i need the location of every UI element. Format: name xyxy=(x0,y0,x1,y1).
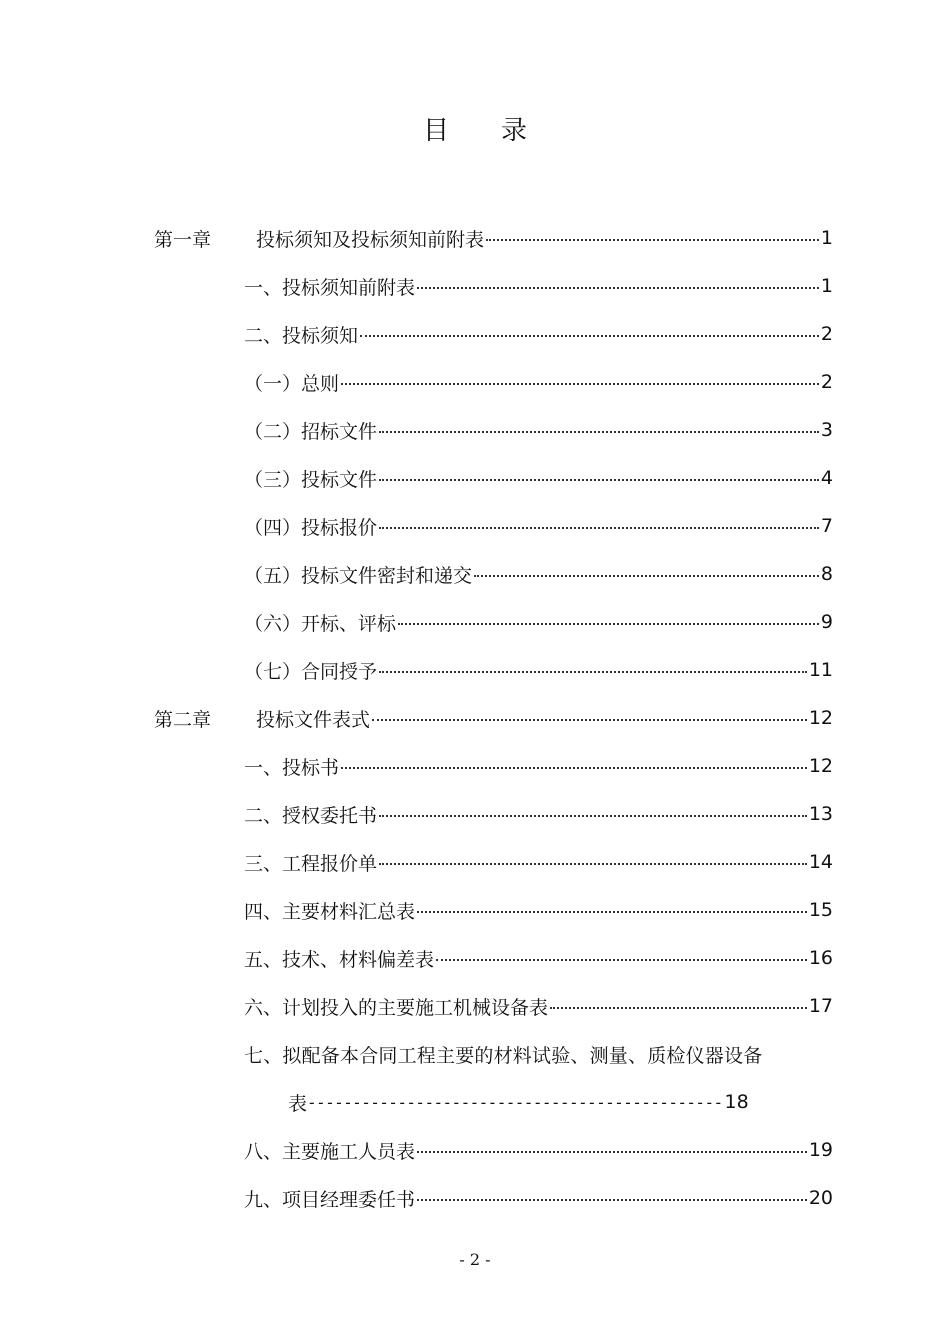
page-footer-number: - 2 - xyxy=(459,1250,491,1269)
dot-leader xyxy=(341,383,819,385)
dot-leader xyxy=(550,1007,807,1009)
toc-page-number: 4 xyxy=(820,467,833,489)
toc-page-number: 8 xyxy=(820,563,833,585)
toc-page-number: 7 xyxy=(820,515,833,537)
toc-page-number: 20 xyxy=(808,1187,833,1209)
toc-entry-text: （三）投标文件 xyxy=(244,468,378,491)
dot-leader xyxy=(436,959,807,961)
toc-page-number: 13 xyxy=(808,803,833,825)
dot-leader xyxy=(379,527,819,529)
toc-entry-text: 一、投标须知前附表 xyxy=(244,276,416,299)
toc-entry[interactable] xyxy=(0,742,950,790)
toc-entry[interactable] xyxy=(0,550,950,598)
toc-chapter-2[interactable] xyxy=(0,694,950,742)
toc-entry-text: 七、拟配备本合同工程主要的材料试验、测量、质检仪器设备 xyxy=(244,1044,763,1067)
dot-leader xyxy=(360,335,819,337)
toc-page-number: 15 xyxy=(808,899,833,921)
page-title xyxy=(0,110,950,147)
toc-entry[interactable] xyxy=(0,310,950,358)
chapter-number: 第二章 xyxy=(154,708,212,731)
dot-leader xyxy=(379,431,819,433)
toc-entry-text: 一、投标书 xyxy=(244,756,340,779)
title-char-2: 录 xyxy=(501,116,580,146)
toc-entry-text: 二、授权委托书 xyxy=(244,804,378,827)
toc-entry[interactable] xyxy=(0,1174,950,1222)
toc-entry[interactable] xyxy=(0,1126,950,1174)
toc-entry-text: （六）开标、评标 xyxy=(244,612,397,635)
toc-page-number: 3 xyxy=(820,419,833,441)
dot-leader xyxy=(486,239,819,241)
dot-leader xyxy=(379,671,807,673)
toc-entry-text: （一）总则 xyxy=(244,372,340,395)
toc-entry[interactable] xyxy=(0,358,950,406)
toc-page-number: 17 xyxy=(808,995,833,1017)
toc-entry[interactable] xyxy=(0,406,950,454)
toc-page-number: 2 xyxy=(820,323,833,345)
toc-entry[interactable] xyxy=(0,982,950,1030)
dot-leader xyxy=(379,863,807,865)
toc-page-number: 12 xyxy=(808,755,833,777)
toc-page-number: 2 xyxy=(820,371,833,393)
toc-page-number: 9 xyxy=(820,611,833,633)
toc-chapter-1[interactable] xyxy=(0,214,950,262)
toc-entry[interactable] xyxy=(0,646,950,694)
dot-leader xyxy=(417,911,807,913)
toc-entry[interactable] xyxy=(0,502,950,550)
toc-entry[interactable] xyxy=(0,934,950,982)
toc-entry-text: 二、投标须知 xyxy=(244,324,359,347)
dot-leader xyxy=(379,479,819,481)
dot-leader xyxy=(341,767,807,769)
toc-page-number: 1 xyxy=(820,275,833,297)
toc-page-number: 19 xyxy=(808,1139,833,1161)
toc-entry-text: 投标须知及投标须知前附表 xyxy=(256,228,485,251)
toc-entry[interactable] xyxy=(0,886,950,934)
dot-leader xyxy=(474,575,819,577)
dot-leader xyxy=(417,1151,807,1153)
toc-page-number: 1 xyxy=(820,227,833,249)
dash-leader: ---------------------------------------------- xyxy=(307,1092,723,1112)
dot-leader xyxy=(417,287,819,289)
chapter-number: 第一章 xyxy=(154,228,212,251)
toc-entry-text: 四、主要材料汇总表 xyxy=(244,900,416,923)
toc-page-number: 12 xyxy=(808,707,833,729)
toc-entry-text: 三、工程报价单 xyxy=(244,852,378,875)
toc-entry-text: 表 xyxy=(288,1092,308,1115)
toc-entry[interactable] xyxy=(0,598,950,646)
toc-page-number: 11 xyxy=(808,659,833,681)
toc-page-number: 18 xyxy=(724,1091,749,1113)
toc-entry-text: （五）投标文件密封和递交 xyxy=(244,564,473,587)
toc-entry[interactable] xyxy=(0,454,950,502)
toc-entry[interactable] xyxy=(0,838,950,886)
dot-leader xyxy=(372,719,807,721)
toc-entry-text: 六、计划投入的主要施工机械设备表 xyxy=(244,996,549,1019)
toc-entry[interactable] xyxy=(0,262,950,310)
dot-leader xyxy=(398,623,819,625)
toc-page-number: 14 xyxy=(808,851,833,873)
toc-entry-text: 八、主要施工人员表 xyxy=(244,1140,416,1163)
dot-leader xyxy=(379,815,807,817)
toc-entry-item7-line2[interactable] xyxy=(0,1078,950,1126)
toc-entry-text: （七）合同授予 xyxy=(244,660,378,683)
toc-entry-text: （二）招标文件 xyxy=(244,420,378,443)
title-char-1: 目 xyxy=(422,116,501,146)
dot-leader xyxy=(417,1199,807,1201)
toc-page-number: 16 xyxy=(808,947,833,969)
toc-entry[interactable] xyxy=(0,790,950,838)
toc-entry-text: 九、项目经理委任书 xyxy=(244,1188,416,1211)
toc-entry-text: 五、技术、材料偏差表 xyxy=(244,948,435,971)
toc-entry-text: 投标文件表式 xyxy=(256,708,371,731)
toc-entry-text: （四）投标报价 xyxy=(244,516,378,539)
table-of-contents xyxy=(0,214,950,1222)
toc-entry-item7-line1[interactable] xyxy=(0,1030,950,1078)
